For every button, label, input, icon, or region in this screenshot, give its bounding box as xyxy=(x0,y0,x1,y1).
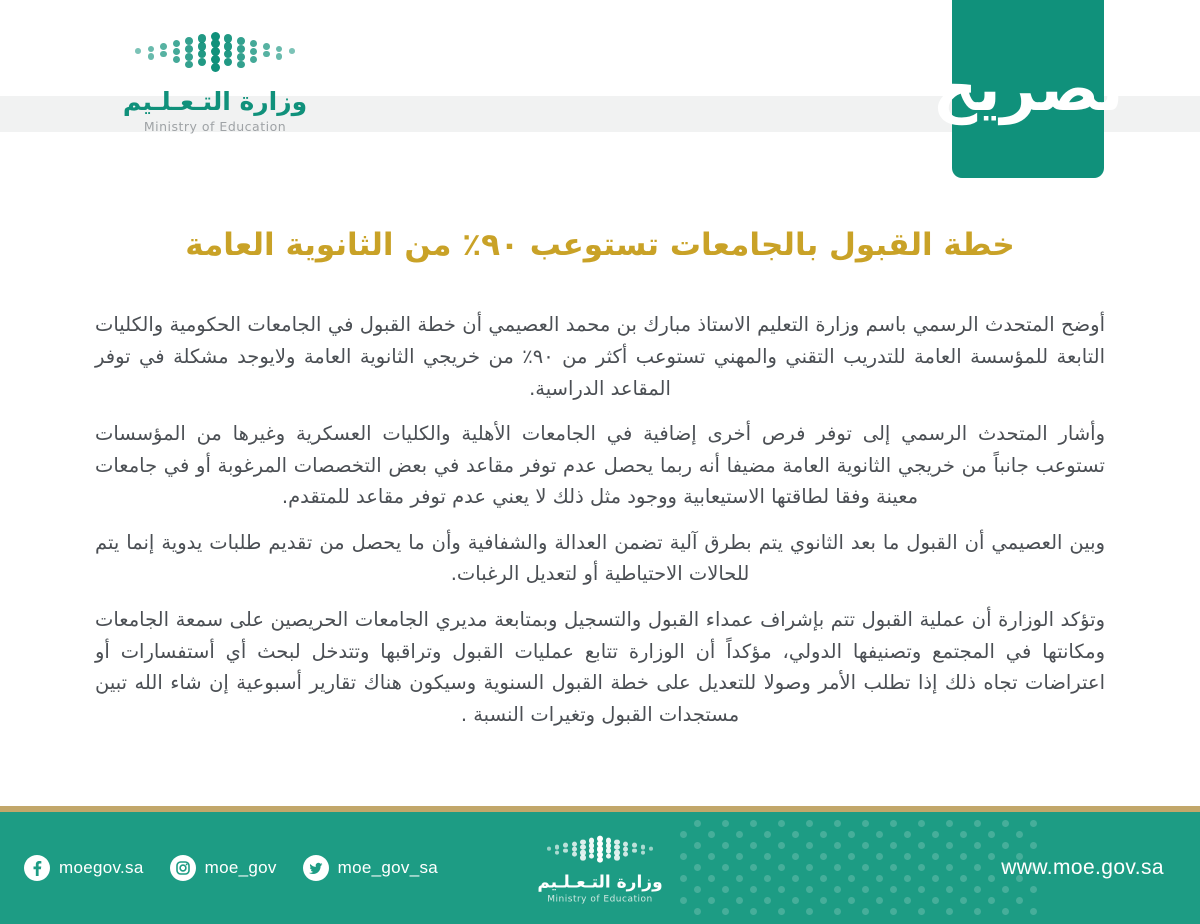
ministry-name-en: Ministry of Education xyxy=(547,894,653,905)
moe-dot-emblem-icon xyxy=(125,26,305,82)
ministry-logo-footer xyxy=(485,832,715,905)
declaration-badge xyxy=(932,0,1124,178)
article-paragraphs xyxy=(95,309,1105,730)
social-handle: moegov.sa xyxy=(59,858,144,877)
ministry-name-en: Ministry of Education xyxy=(143,118,287,134)
facebook-icon xyxy=(24,855,50,881)
paragraph: أوضح المتحدث الرسمي باسم وزارة التعليم الاستاذ مبارك بن محمد العصيمي أن خطة القبول في الجامعات الحكومية والكليات التابعة للمؤسسة العامة للتدريب التقني والمهني تستوعب أكثر من ٩٠٪ من خريجي الثانوية العامة ولايوجد مشكلة في توفر المقاعد الدراسية. xyxy=(95,313,1105,400)
article-body xyxy=(0,224,1200,852)
social-link-instagram[interactable] xyxy=(170,855,277,881)
paragraph: وبين العصيمي أن القبول ما بعد الثانوي يتم بطرق آلية تضمن العدالة والشفافية وأن ما يحصل من تقديم طلبات يدوية إنما يتم للحالات الاحتياطية أو لتعديل الرغبات. xyxy=(95,530,1105,586)
footer-decorative-dots xyxy=(680,820,1040,916)
social-handle: moe_gov_sa xyxy=(337,858,438,877)
ministry-name-ar: وزارة التـعـلـيم xyxy=(537,872,663,893)
twitter-icon xyxy=(303,855,329,881)
social-links xyxy=(24,855,464,881)
ministry-logo-header xyxy=(85,26,345,134)
page-title: خطة القبول بالجامعات تستوعب ٩٠٪ من الثانوية العامة xyxy=(185,227,1015,263)
social-link-twitter[interactable] xyxy=(303,855,438,881)
social-link-facebook[interactable] xyxy=(24,855,144,881)
instagram-icon xyxy=(170,855,196,881)
moe-dot-emblem-icon xyxy=(540,832,660,870)
social-handle: moe_gov xyxy=(204,858,277,877)
paragraph: وأشار المتحدث الرسمي إلى توفر فرص أخرى إضافية في الجامعات الأهلية والكليات العسكرية وغيرها من المؤسسات تستوعب جانباً من خريجي الثانوية العامة مضيفا أنه ربما يحصل عدم توفر مقاعد في بعض التخصصات المرغوبة أو في جامعات معينة وفقا لطاقتها الاستيعابية ووجود مثل ذلك لا يعني عدم توفر مقاعد للمتقدم. xyxy=(95,422,1105,509)
paragraph: وتؤكد الوزارة أن عملية القبول تتم بإشراف عمداء القبول والتسجيل وبمتابعة مديري الجامعات الحريصين على سمعة الجامعات ومكانتها في المجتمع وتصنيفها الدولي، مؤكداً أن الوزارة تتابع عمليات القبول وتراقبها وتتدخل لبحث أي أستفسارات أو اعتراضات تجاه ذلك إذا تطلب الأمر وصولا للتعديل على خطة القبول السنوية وسيكون هناك تقارير أسبوعية إن شاء الله تبين مستجدات القبول وتغيرات النسبة . xyxy=(95,608,1105,726)
header-area xyxy=(0,0,1200,184)
footer xyxy=(0,812,1200,924)
website-url[interactable]: www.moe.gov.sa xyxy=(1001,856,1164,879)
declaration-badge-label: تصريح xyxy=(932,52,1124,125)
ministry-name-ar: وزارة التـعـلـيم xyxy=(122,87,308,116)
